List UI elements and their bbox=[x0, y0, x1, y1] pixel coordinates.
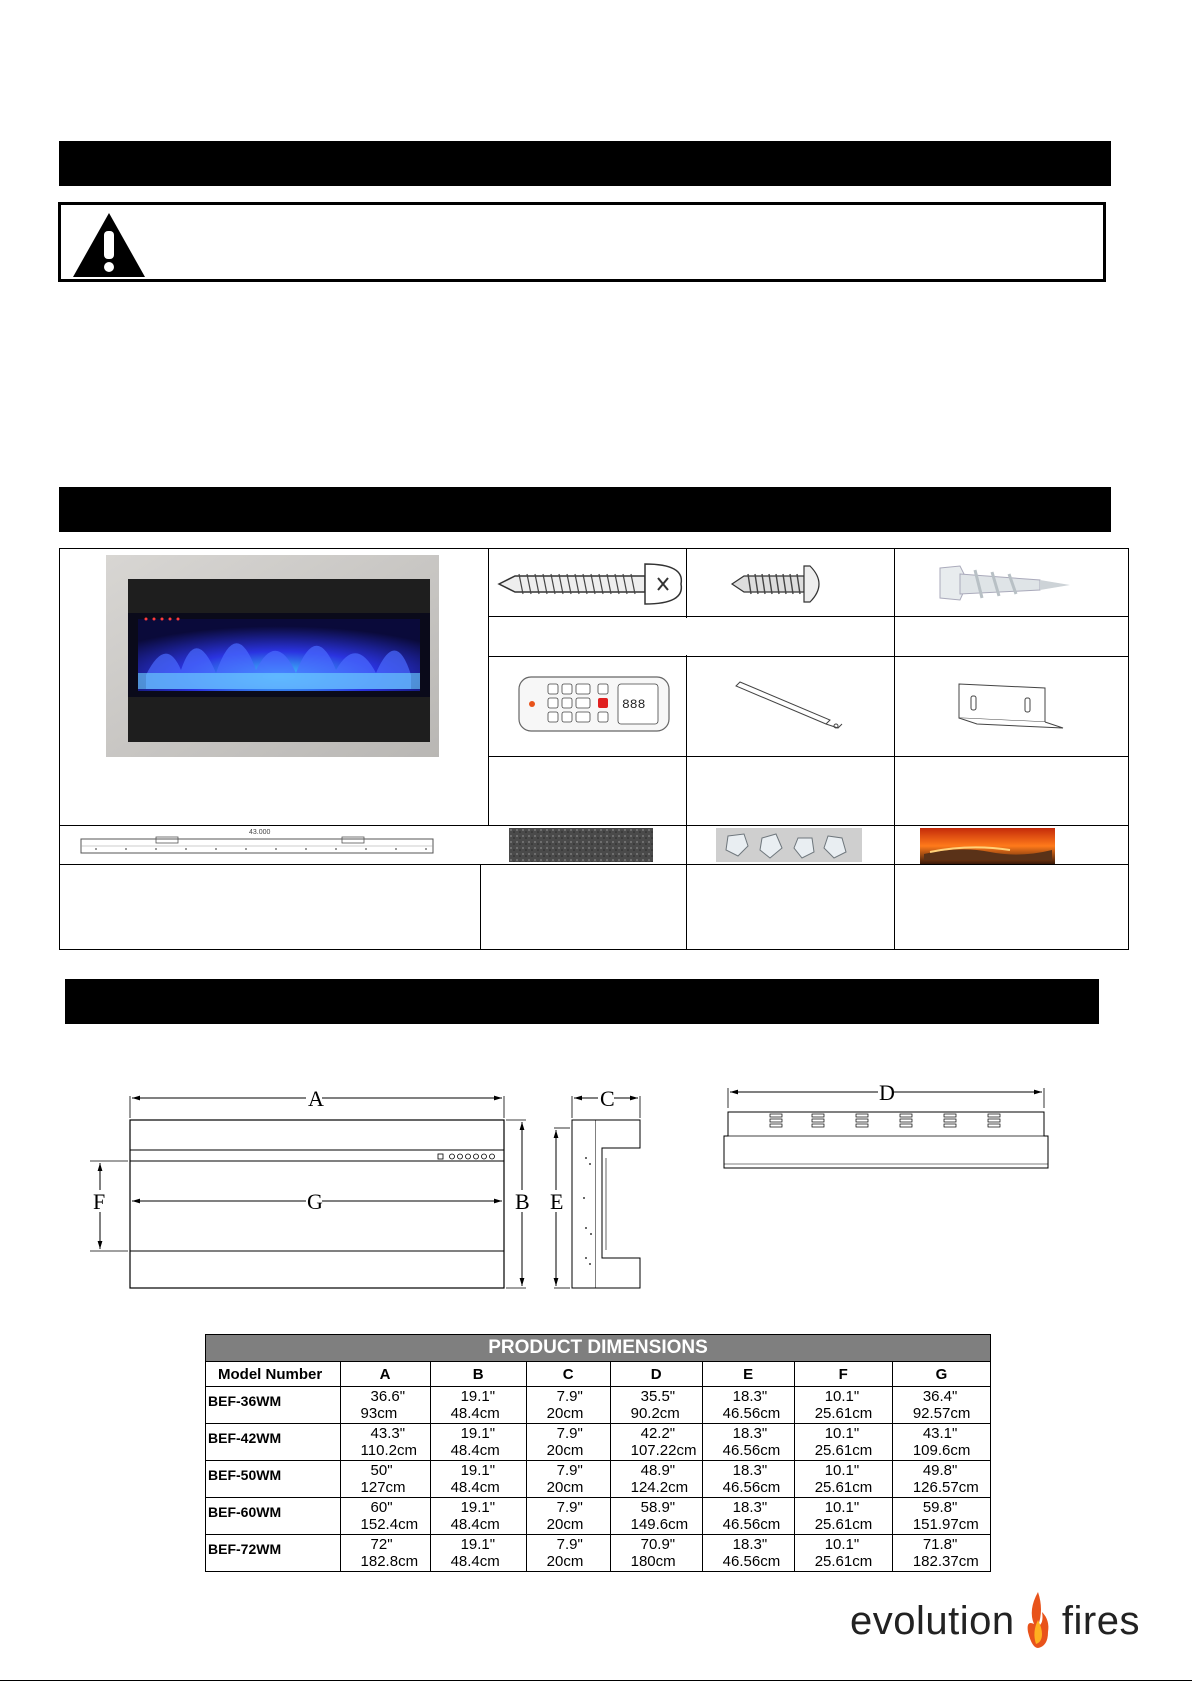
wall-anchor-icon bbox=[930, 560, 1080, 610]
cm-value: 93cm bbox=[360, 1405, 398, 1422]
inch-value: 18.3" bbox=[732, 1499, 768, 1516]
table-row bbox=[206, 1424, 991, 1461]
cm-value: 124.2cm bbox=[630, 1479, 689, 1496]
dimension-cell bbox=[430, 1535, 526, 1572]
dimension-cell bbox=[892, 1498, 990, 1535]
dim-label-b: B bbox=[515, 1189, 530, 1214]
inch-value: 18.3" bbox=[732, 1388, 768, 1405]
cm-value: 20cm bbox=[546, 1479, 584, 1496]
inch-value: 36.4" bbox=[922, 1388, 958, 1405]
table-header: A bbox=[340, 1362, 430, 1387]
cm-value: 152.4cm bbox=[360, 1516, 419, 1533]
inch-value: 36.6" bbox=[370, 1388, 406, 1405]
warning-triangle-icon bbox=[69, 209, 149, 281]
trim-strip-icon bbox=[734, 680, 846, 732]
cm-value: 151.97cm bbox=[912, 1516, 979, 1533]
dimension-cell bbox=[610, 1387, 702, 1424]
dimension-cell bbox=[340, 1424, 430, 1461]
log-set-icon bbox=[920, 828, 1055, 864]
table-row bbox=[206, 1387, 991, 1424]
cm-value: 48.4cm bbox=[450, 1405, 500, 1422]
table-row bbox=[206, 1535, 991, 1572]
inch-value: 10.1" bbox=[824, 1536, 860, 1553]
logo-text-right: fires bbox=[1061, 1599, 1140, 1643]
cm-value: 46.56cm bbox=[722, 1516, 781, 1533]
cm-value: 149.6cm bbox=[630, 1516, 689, 1533]
warning-box bbox=[58, 202, 1106, 282]
inch-value: 7.9" bbox=[556, 1499, 583, 1516]
cm-value: 20cm bbox=[546, 1405, 584, 1422]
inch-value: 18.3" bbox=[732, 1536, 768, 1553]
dim-label-a: A bbox=[308, 1086, 324, 1111]
rail-ruler-label: 43.000 bbox=[249, 829, 271, 836]
table-header: C bbox=[526, 1362, 610, 1387]
inch-value: 59.8" bbox=[922, 1499, 958, 1516]
dimension-cell bbox=[526, 1461, 610, 1498]
dim-label-f: F bbox=[93, 1189, 106, 1214]
dimension-cell bbox=[340, 1387, 430, 1424]
dimension-cell bbox=[340, 1461, 430, 1498]
cm-value: 109.6cm bbox=[912, 1442, 971, 1459]
inch-value: 71.8" bbox=[922, 1536, 958, 1553]
dimension-cell bbox=[794, 1535, 892, 1572]
cm-value: 182.37cm bbox=[912, 1553, 979, 1570]
model-number-cell: BEF-42WM bbox=[206, 1424, 341, 1461]
cm-value: 46.56cm bbox=[722, 1479, 781, 1496]
dimension-cell bbox=[526, 1387, 610, 1424]
cm-value: 110.2cm bbox=[360, 1442, 417, 1459]
cm-value: 20cm bbox=[546, 1553, 584, 1570]
inch-value: 42.2" bbox=[640, 1425, 676, 1442]
inch-value: 49.8" bbox=[922, 1462, 958, 1479]
model-number-cell: BEF-50WM bbox=[206, 1461, 341, 1498]
dimension-cell bbox=[610, 1461, 702, 1498]
dimension-cell bbox=[794, 1387, 892, 1424]
table-header: B bbox=[430, 1362, 526, 1387]
inch-value: 48.9" bbox=[640, 1462, 676, 1479]
inch-value: 58.9" bbox=[640, 1499, 676, 1516]
inch-value: 7.9" bbox=[556, 1425, 583, 1442]
cm-value: 25.61cm bbox=[814, 1516, 873, 1533]
inch-value: 43.3" bbox=[370, 1425, 406, 1442]
dimension-cell bbox=[610, 1498, 702, 1535]
dimension-cell bbox=[526, 1424, 610, 1461]
cm-value: 126.57cm bbox=[912, 1479, 979, 1496]
table-row bbox=[206, 1461, 991, 1498]
long-screw-icon bbox=[495, 558, 685, 610]
table-header: E bbox=[702, 1362, 794, 1387]
inch-value: 10.1" bbox=[824, 1499, 860, 1516]
dimension-cell bbox=[702, 1424, 794, 1461]
cm-value: 25.61cm bbox=[814, 1479, 873, 1496]
cm-value: 127cm bbox=[360, 1479, 406, 1496]
dimension-cell bbox=[702, 1387, 794, 1424]
evolution-fires-logo bbox=[850, 1590, 1140, 1650]
dimension-cell bbox=[702, 1461, 794, 1498]
short-screw-icon bbox=[728, 562, 838, 606]
dimension-cell bbox=[892, 1387, 990, 1424]
cm-value: 180cm bbox=[630, 1553, 676, 1570]
mounting-rail bbox=[66, 827, 441, 861]
dimension-cell bbox=[794, 1461, 892, 1498]
cm-value: 90.2cm bbox=[630, 1405, 680, 1422]
cm-value: 46.56cm bbox=[722, 1442, 781, 1459]
cm-value: 48.4cm bbox=[450, 1553, 500, 1570]
ember-bed-icon bbox=[509, 828, 653, 862]
section-header-bar-3 bbox=[65, 979, 1099, 1024]
table-header: G bbox=[892, 1362, 990, 1387]
inch-value: 10.1" bbox=[824, 1425, 860, 1442]
dimension-diagram bbox=[86, 1078, 1086, 1298]
footer-rule bbox=[0, 1680, 1192, 1681]
model-number-cell: BEF-72WM bbox=[206, 1535, 341, 1572]
dim-label-g: G bbox=[307, 1189, 323, 1214]
cm-value: 46.56cm bbox=[722, 1553, 781, 1570]
svg-text:888: 888 bbox=[622, 697, 646, 712]
product-dimensions-table bbox=[205, 1334, 991, 1572]
table-header: F bbox=[794, 1362, 892, 1387]
dim-label-e: E bbox=[550, 1189, 564, 1214]
cm-value: 48.4cm bbox=[450, 1479, 500, 1496]
dimension-cell bbox=[892, 1535, 990, 1572]
dimension-cell bbox=[702, 1498, 794, 1535]
model-number-cell: BEF-60WM bbox=[206, 1498, 341, 1535]
table-header: D bbox=[610, 1362, 702, 1387]
dimension-cell bbox=[794, 1498, 892, 1535]
fireplace-photo bbox=[106, 555, 439, 757]
table-title: PRODUCT DIMENSIONS bbox=[206, 1335, 991, 1362]
cm-value: 25.61cm bbox=[814, 1442, 873, 1459]
inch-value: 7.9" bbox=[556, 1388, 583, 1405]
dimension-cell bbox=[892, 1461, 990, 1498]
inch-value: 35.5" bbox=[640, 1388, 676, 1405]
inch-value: 19.1" bbox=[460, 1499, 496, 1516]
cm-value: 20cm bbox=[546, 1442, 584, 1459]
section-header-bar-2 bbox=[59, 487, 1111, 532]
dimension-cell bbox=[610, 1535, 702, 1572]
cm-value: 48.4cm bbox=[450, 1442, 500, 1459]
remote-control-icon bbox=[518, 676, 670, 732]
inch-value: 50" bbox=[370, 1462, 393, 1479]
inch-value: 60" bbox=[370, 1499, 393, 1516]
dimension-cell bbox=[610, 1424, 702, 1461]
inch-value: 7.9" bbox=[556, 1462, 583, 1479]
inch-value: 70.9" bbox=[640, 1536, 676, 1553]
dimension-cell bbox=[340, 1498, 430, 1535]
dimension-cell bbox=[526, 1498, 610, 1535]
inch-value: 72" bbox=[370, 1536, 393, 1553]
dimension-cell bbox=[340, 1535, 430, 1572]
cm-value: 46.56cm bbox=[722, 1405, 781, 1422]
dimension-cell bbox=[430, 1424, 526, 1461]
inch-value: 10.1" bbox=[824, 1462, 860, 1479]
dimension-cell bbox=[430, 1498, 526, 1535]
dimension-cell bbox=[702, 1535, 794, 1572]
cm-value: 107.22cm bbox=[630, 1442, 697, 1459]
cm-value: 25.61cm bbox=[814, 1405, 873, 1422]
section-header-bar-1 bbox=[59, 141, 1111, 186]
dimension-cell bbox=[430, 1461, 526, 1498]
dim-label-c: C bbox=[600, 1086, 615, 1111]
cm-value: 20cm bbox=[546, 1516, 584, 1533]
flame-icon bbox=[1024, 1590, 1052, 1650]
inch-value: 7.9" bbox=[556, 1536, 583, 1553]
inch-value: 10.1" bbox=[824, 1388, 860, 1405]
model-number-cell: BEF-36WM bbox=[206, 1387, 341, 1424]
cm-value: 25.61cm bbox=[814, 1553, 873, 1570]
table-row bbox=[206, 1498, 991, 1535]
cm-value: 92.57cm bbox=[912, 1405, 971, 1422]
dimension-cell bbox=[892, 1424, 990, 1461]
inch-value: 18.3" bbox=[732, 1425, 768, 1442]
cm-value: 182.8cm bbox=[360, 1553, 419, 1570]
inch-value: 19.1" bbox=[460, 1425, 496, 1442]
dim-label-d: D bbox=[879, 1080, 895, 1105]
cm-value: 48.4cm bbox=[450, 1516, 500, 1533]
inch-value: 19.1" bbox=[460, 1536, 496, 1553]
inch-value: 43.1" bbox=[922, 1425, 958, 1442]
inch-value: 19.1" bbox=[460, 1388, 496, 1405]
dimension-cell bbox=[794, 1424, 892, 1461]
dimension-cell bbox=[430, 1387, 526, 1424]
wall-bracket-icon bbox=[955, 678, 1067, 734]
table-header: Model Number bbox=[206, 1362, 341, 1387]
inch-value: 18.3" bbox=[732, 1462, 768, 1479]
logo-text-left: evolution bbox=[850, 1599, 1015, 1643]
inch-value: 19.1" bbox=[460, 1462, 496, 1479]
dimension-cell bbox=[526, 1535, 610, 1572]
crystals-icon bbox=[716, 828, 862, 862]
